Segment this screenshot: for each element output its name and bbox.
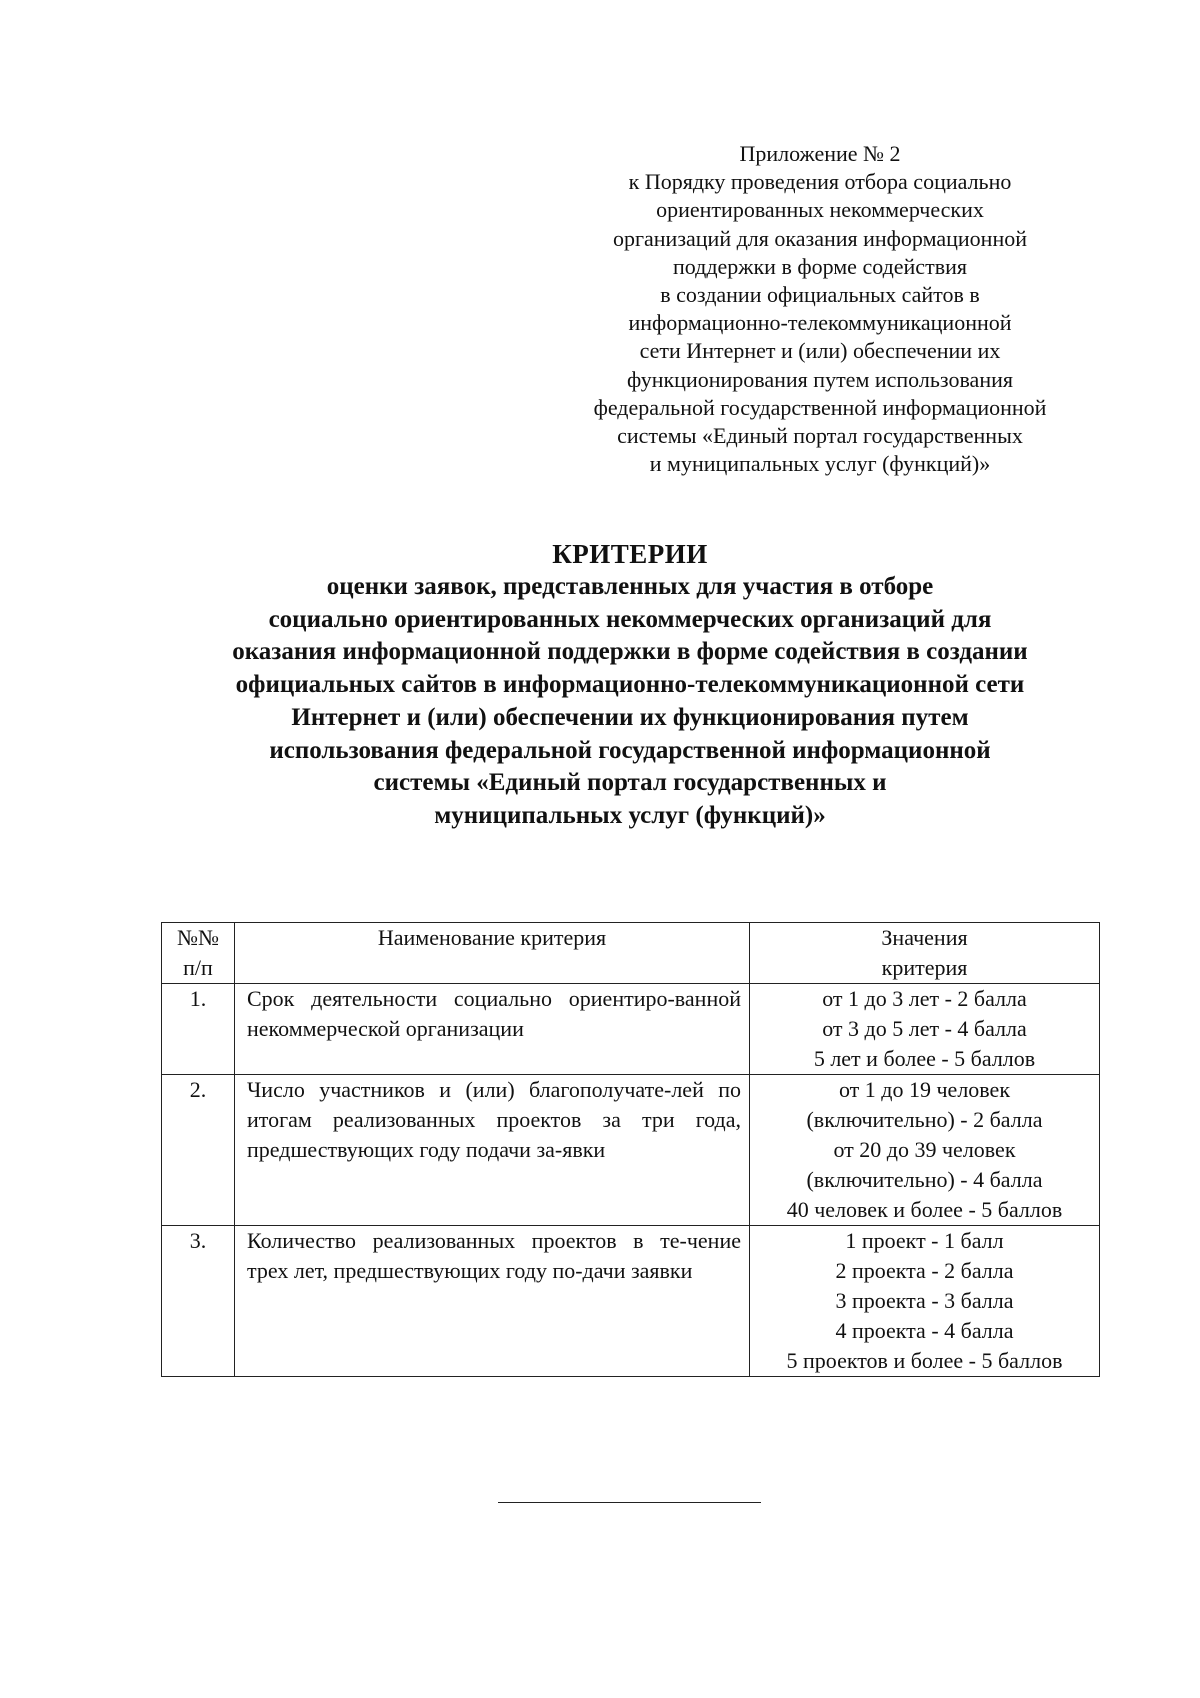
title-main: КРИТЕРИИ [552, 539, 708, 569]
header-num-cell [162, 923, 235, 984]
criterion-name: Количество реализованных проектов в те-чение трех лет, предшествующих году по-дачи заявки [247, 1228, 741, 1283]
title-subtitle [100, 571, 1160, 833]
title-line: официальных сайтов в информационно-телекоммуникационной сети [235, 671, 1025, 699]
row-value-cell [750, 1226, 1100, 1377]
table-header-row [162, 923, 1100, 984]
criterion-value: 5 лет и более - 5 баллов [813, 1046, 1036, 1071]
appendix-heading [560, 140, 1080, 478]
criterion-value: от 1 до 3 лет - 2 балла [822, 986, 1027, 1011]
appendix-line: к Порядку проведения отбора социально [628, 169, 1012, 195]
appendix-line: федеральной государственной информационной [593, 394, 1047, 420]
criterion-value: 1 проект - 1 балл [845, 1228, 1004, 1253]
row-value-cell [750, 1075, 1100, 1226]
criterion-value: 2 проекта - 2 балла [835, 1258, 1014, 1283]
title-line: системы «Единый портал государственных и [373, 769, 887, 797]
criterion-name: Срок деятельности социально ориентиро-ванной некоммерческой организации [247, 986, 741, 1041]
criterion-value: от 1 до 19 человек [838, 1077, 1011, 1102]
title-line: муниципальных услуг (функций)» [434, 801, 826, 829]
criterion-value: 40 человек и более - 5 баллов [786, 1197, 1063, 1222]
appendix-line: системы «Единый портал государственных [617, 423, 1023, 449]
footer-divider [498, 1502, 761, 1503]
title-line: оценки заявок, представленных для участия в отборе [326, 573, 934, 600]
table-row [162, 1226, 1100, 1377]
appendix-line: организаций для оказания информационной [612, 225, 1027, 251]
appendix-line: ориентированных некоммерческих [656, 197, 984, 223]
appendix-line: функционирования путем использования [627, 366, 1013, 392]
title-line: социально ориентированных некоммерческих организаций для [268, 605, 992, 633]
row-num-cell: 3. [162, 1226, 235, 1377]
header-name: Наименование критерия [377, 925, 607, 950]
row-value-cell [750, 984, 1100, 1075]
table-row [162, 984, 1100, 1075]
criterion-value: 4 проекта - 4 балла [835, 1318, 1014, 1343]
appendix-line: Приложение № 2 [739, 141, 901, 166]
row-num-cell: 2. [162, 1075, 235, 1226]
criterion-value: 3 проекта - 3 балла [835, 1288, 1014, 1313]
row-num-cell: 1. [162, 984, 235, 1075]
row-name-cell [235, 1226, 750, 1377]
appendix-line: и муниципальных услуг (функций)» [649, 451, 991, 477]
header-value-line2: критерия [881, 955, 968, 980]
document-title [100, 537, 1160, 833]
header-value-cell [750, 923, 1100, 984]
criterion-value: от 3 до 5 лет - 4 балла [822, 1016, 1027, 1041]
header-num-line2: п/п [183, 955, 213, 980]
row-name-cell [235, 984, 750, 1075]
row-name-cell [235, 1075, 750, 1226]
header-value-line1: Значения [881, 925, 968, 950]
table-row [162, 1075, 1100, 1226]
header-num-line1: №№ [177, 925, 219, 950]
criterion-value: от 20 до 39 человек [833, 1137, 1016, 1162]
criterion-name: Число участников и (или) благополучате-лей по итогам реализованных проектов за три года, предшествующих году подачи за-явки [247, 1077, 741, 1162]
appendix-line: информационно-телекоммуникационной [628, 310, 1012, 336]
title-line: использования федеральной государственной информационной [269, 736, 991, 764]
criterion-value: (включительно) - 4 балла [806, 1167, 1043, 1192]
criterion-value: 5 проектов и более - 5 баллов [786, 1348, 1063, 1373]
title-line: оказания информационной поддержки в форме содействия в создании [232, 638, 1028, 666]
appendix-line: поддержки в форме содействия [673, 253, 967, 279]
criteria-table [161, 922, 1100, 1377]
appendix-line: сети Интернет и (или) обеспечении их [639, 338, 1001, 364]
title-line: Интернет и (или) обеспечении их функционирования путем [291, 703, 969, 731]
header-name-cell [235, 923, 750, 984]
criterion-value: (включительно) - 2 балла [806, 1107, 1043, 1132]
appendix-line: в создании официальных сайтов в [660, 282, 980, 308]
